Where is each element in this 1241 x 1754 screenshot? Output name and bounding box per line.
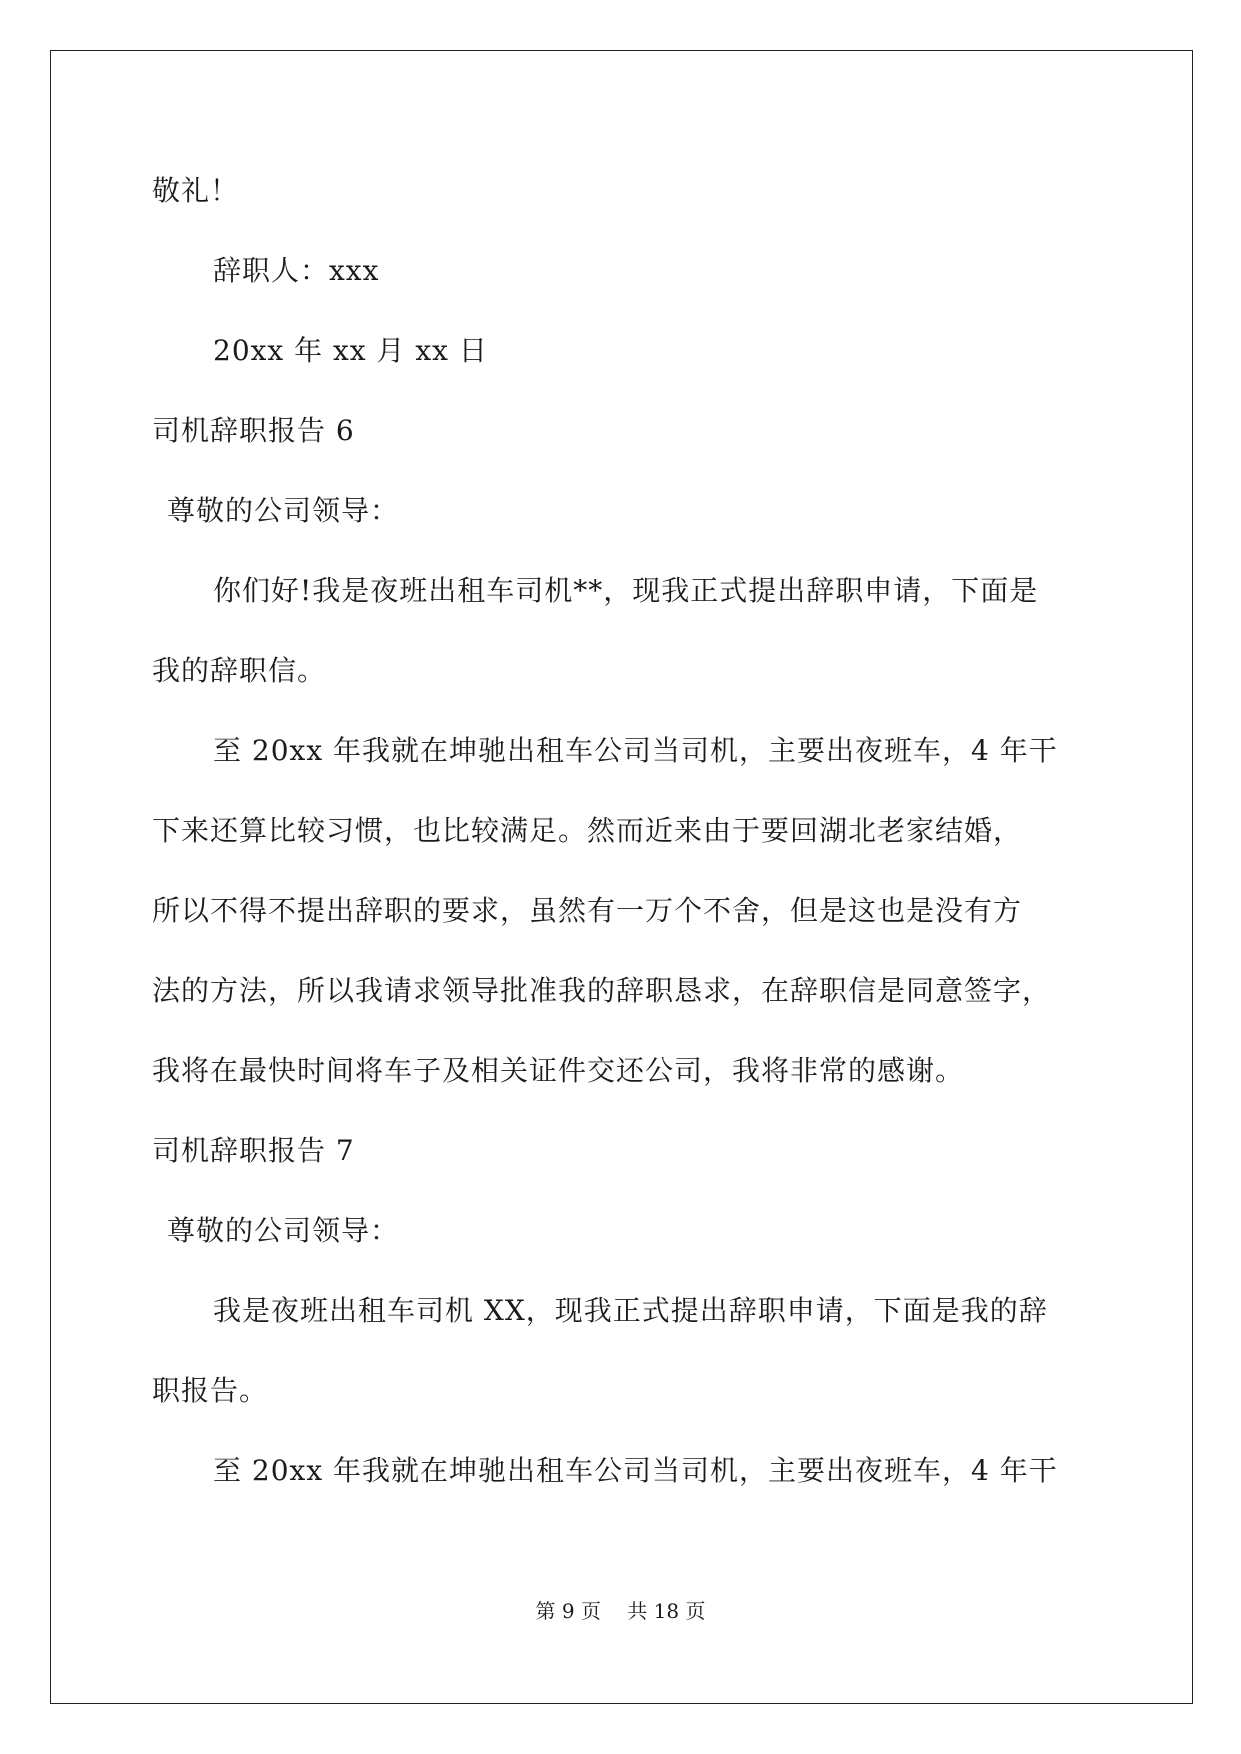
signature-line: 辞职人：xxx	[213, 254, 380, 287]
section-heading-7: 司机辞职报告 7	[152, 1134, 355, 1167]
paragraph-line: 职报告。	[152, 1374, 269, 1407]
greeting-7: 尊敬的公司领导：	[167, 1214, 400, 1247]
section-heading-6: 司机辞职报告 6	[152, 414, 355, 447]
paragraph-line: 我是夜班出租车司机 XX，现我正式提出辞职申请，下面是我的辞	[213, 1294, 1048, 1327]
paragraph-line: 我将在最快时间将车子及相关证件交还公司，我将非常的感谢。	[152, 1054, 965, 1087]
paragraph-line: 你们好!我是夜班出租车司机**，现我正式提出辞职申请，下面是	[213, 574, 1039, 607]
closing-salutation: 敬礼！	[152, 174, 240, 207]
paragraph-line: 至 20xx 年我就在坤驰出租车公司当司机，主要出夜班车，4 年干	[213, 734, 1058, 767]
greeting-6: 尊敬的公司领导：	[167, 494, 400, 527]
date-line: 20xx 年 xx 月 xx 日	[213, 334, 488, 367]
paragraph-line: 我的辞职信。	[152, 654, 327, 687]
paragraph-line: 下来还算比较习惯，也比较满足。然而近来由于要回湖北老家结婚，	[152, 814, 1023, 847]
paragraph-line: 法的方法，所以我请求领导批准我的辞职恳求，在辞职信是同意签字，	[152, 974, 1052, 1007]
page-number-footer: 第 9 页 共 18 页	[535, 1599, 706, 1623]
paragraph-line: 至 20xx 年我就在坤驰出租车公司当司机，主要出夜班车，4 年干	[213, 1454, 1058, 1487]
paragraph-line: 所以不得不提出辞职的要求，虽然有一万个不舍，但是这也是没有方	[152, 894, 1023, 927]
